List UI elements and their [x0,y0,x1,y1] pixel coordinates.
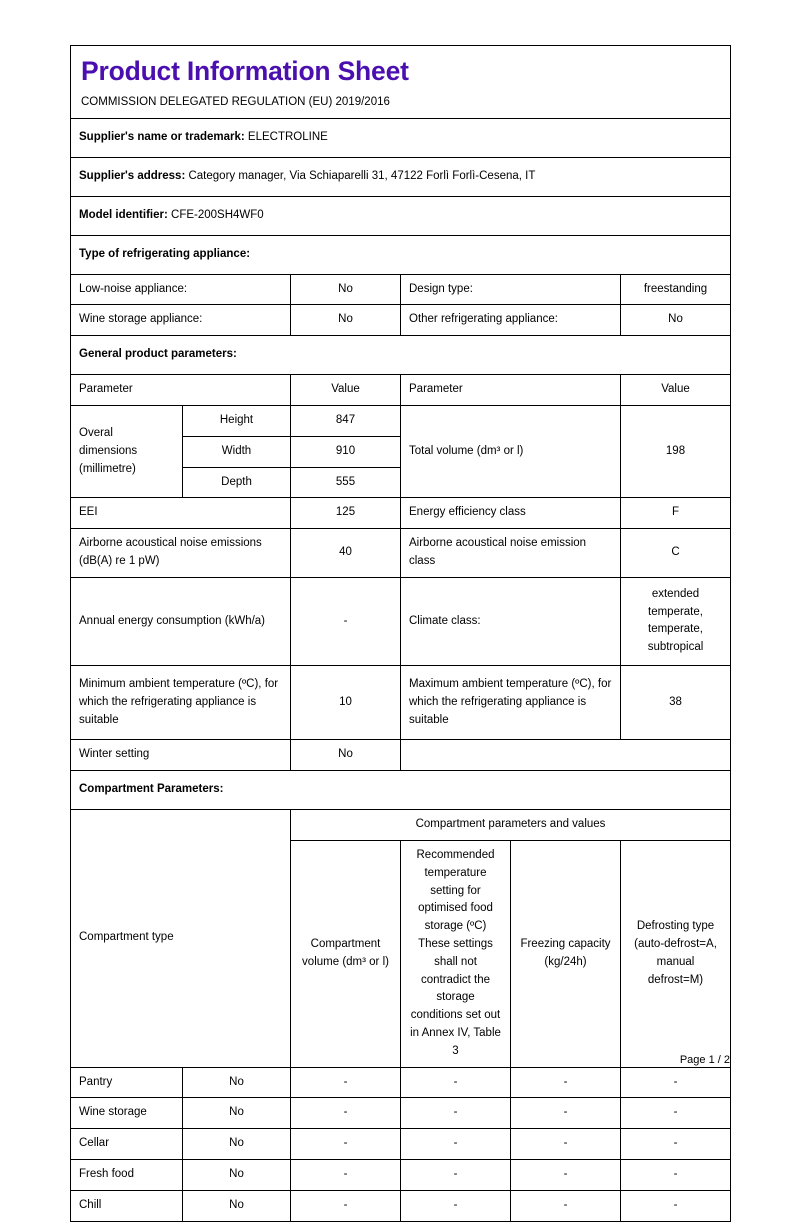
general-header-row [71,375,731,406]
supplier-name-cell [71,119,731,158]
table-row [71,1190,731,1221]
min-ambient-temperature-value: 10 [291,666,401,740]
annual-energy-consumption-label: Annual energy consumption (kWh/a) [71,577,291,665]
min-ambient-temperature-label: Minimum ambient temperature (ºC), for which the refrigerating appliance is suitable [71,666,291,740]
product-information-sheet [70,45,730,1222]
compartment-freezing: - [511,1098,621,1129]
table-row [71,577,731,665]
header-parameter-right: Parameter [401,375,621,406]
supplier-address-value: Category manager, Via Schiaparelli 31, 47122 Forlì Forlì-Cesena, IT [188,170,536,183]
compartment-type-header: Compartment type [71,810,291,1068]
compartment-type-name: Fresh food [71,1160,183,1191]
compartment-volume: - [291,1067,401,1098]
table-row [71,1129,731,1160]
design-type-label: Design type: [401,274,621,305]
table-row [71,740,731,771]
overall-dimensions-label: Overal dimensions (millimetre) [71,405,183,497]
table-row [71,1067,731,1098]
climate-class-value: extended temperate, temperate, subtropical [621,577,731,665]
compartment-parameters-section-row [71,771,731,810]
compartment-defrost: - [621,1129,731,1160]
noise-emissions-label: Airborne acoustical noise emissions (dB(A) re 1 pW) [71,529,291,578]
dimension-name-width: Width [183,436,291,467]
model-identifier-value: CFE-200SH4WF0 [171,209,264,222]
low-noise-value: No [291,274,401,305]
freezing-capacity-header: Freezing capacity (kg/24h) [511,840,621,1067]
dimension-value-depth: 555 [291,467,401,498]
compartment-temperature: - [401,1067,511,1098]
compartment-type-name: Pantry [71,1067,183,1098]
energy-efficiency-class-value: F [621,498,731,529]
compartment-defrost: - [621,1160,731,1191]
compartment-defrost: - [621,1067,731,1098]
winter-setting-label: Winter setting [71,740,291,771]
compartment-volume: - [291,1160,401,1191]
compartment-type-name: Chill [71,1190,183,1221]
compartment-type-name: Cellar [71,1129,183,1160]
design-type-value: freestanding [621,274,731,305]
compartment-volume: - [291,1098,401,1129]
supplier-name-label: Supplier's name or trademark: [79,131,245,144]
eei-label: EEI [71,498,291,529]
header-value-left: Value [291,375,401,406]
climate-class-label: Climate class: [401,577,621,665]
noise-emission-class-value: C [621,529,731,578]
model-identifier-label: Model identifier: [79,209,168,222]
title-cell [71,46,731,119]
dimension-name-depth: Depth [183,467,291,498]
header-parameter-left: Parameter [71,375,291,406]
compartment-present: No [183,1160,291,1191]
page-title: Product Information Sheet [81,56,409,86]
table-row [71,405,731,436]
compartment-temperature: - [401,1098,511,1129]
compartment-volume: - [291,1190,401,1221]
compartment-freezing: - [511,1129,621,1160]
max-ambient-temperature-value: 38 [621,666,731,740]
compartment-temperature: - [401,1129,511,1160]
table-row [71,1098,731,1129]
compartment-volume: - [291,1129,401,1160]
table-row [71,498,731,529]
compartment-present: No [183,1098,291,1129]
table-row [71,305,731,336]
main-sheet-table [70,45,731,1222]
other-refrigerating-appliance-value: No [621,305,731,336]
compartment-freezing: - [511,1067,621,1098]
low-noise-label: Low-noise appliance: [71,274,291,305]
other-refrigerating-appliance-label: Other refrigerating appliance: [401,305,621,336]
compartment-present: No [183,1190,291,1221]
supplier-address-cell [71,158,731,197]
compartment-temperature: - [401,1190,511,1221]
supplier-name-row [71,119,731,158]
eei-value: 125 [291,498,401,529]
header-value-right: Value [621,375,731,406]
compartment-defrost: - [621,1098,731,1129]
dimension-name-height: Height [183,405,291,436]
compartment-parameters-section-label: Compartment Parameters: [71,771,731,810]
supplier-address-row [71,158,731,197]
table-row [71,666,731,740]
model-identifier-row [71,197,731,236]
title-row [71,46,731,119]
total-volume-label: Total volume (dm³ or l) [401,405,621,497]
dimension-value-width: 910 [291,436,401,467]
page-footer: Page 1 / 2 [679,1054,730,1066]
winter-setting-empty-cell [401,740,731,771]
dimension-value-height: 847 [291,405,401,436]
noise-emission-class-label: Airborne acoustical noise emission class [401,529,621,578]
energy-efficiency-class-label: Energy efficiency class [401,498,621,529]
table-row [71,529,731,578]
table-row [71,274,731,305]
regulation-subtitle: COMMISSION DELEGATED REGULATION (EU) 2019/2016 [81,96,390,109]
wine-storage-appliance-value: No [291,305,401,336]
max-ambient-temperature-label: Maximum ambient temperature (ºC), for which the refrigerating appliance is suitable [401,666,621,740]
model-identifier-cell [71,197,731,236]
compartment-temperature: - [401,1160,511,1191]
noise-emissions-value: 40 [291,529,401,578]
compartment-freezing: - [511,1160,621,1191]
compartment-present: No [183,1067,291,1098]
total-volume-value: 198 [621,405,731,497]
compartment-volume-header: Compartment volume (dm³ or l) [291,840,401,1067]
table-row [71,1160,731,1191]
supplier-address-label: Supplier's address: [79,170,186,183]
defrosting-type-header: Defrosting type (auto-defrost=A, manual defrost=M) [621,840,731,1067]
compartment-present: No [183,1129,291,1160]
wine-storage-appliance-label: Wine storage appliance: [71,305,291,336]
compartment-type-name: Wine storage [71,1098,183,1129]
compartment-defrost: - [621,1190,731,1221]
winter-setting-value: No [291,740,401,771]
general-parameters-section-row [71,336,731,375]
appliance-type-section-row [71,235,731,274]
supplier-name-value: ELECTROLINE [247,131,328,144]
compartment-span-header-row [71,810,731,841]
recommended-temperature-header: Recommended temperature setting for optimised food storage (ºC) These settings shall not contradict the storage conditions set out in Annex IV, Table 3 [401,840,511,1067]
general-parameters-section-label: General product parameters: [71,336,731,375]
compartment-span-header: Compartment parameters and values [291,810,731,841]
compartment-freezing: - [511,1190,621,1221]
appliance-type-section-label: Type of refrigerating appliance: [71,235,731,274]
annual-energy-consumption-value: - [291,577,401,665]
